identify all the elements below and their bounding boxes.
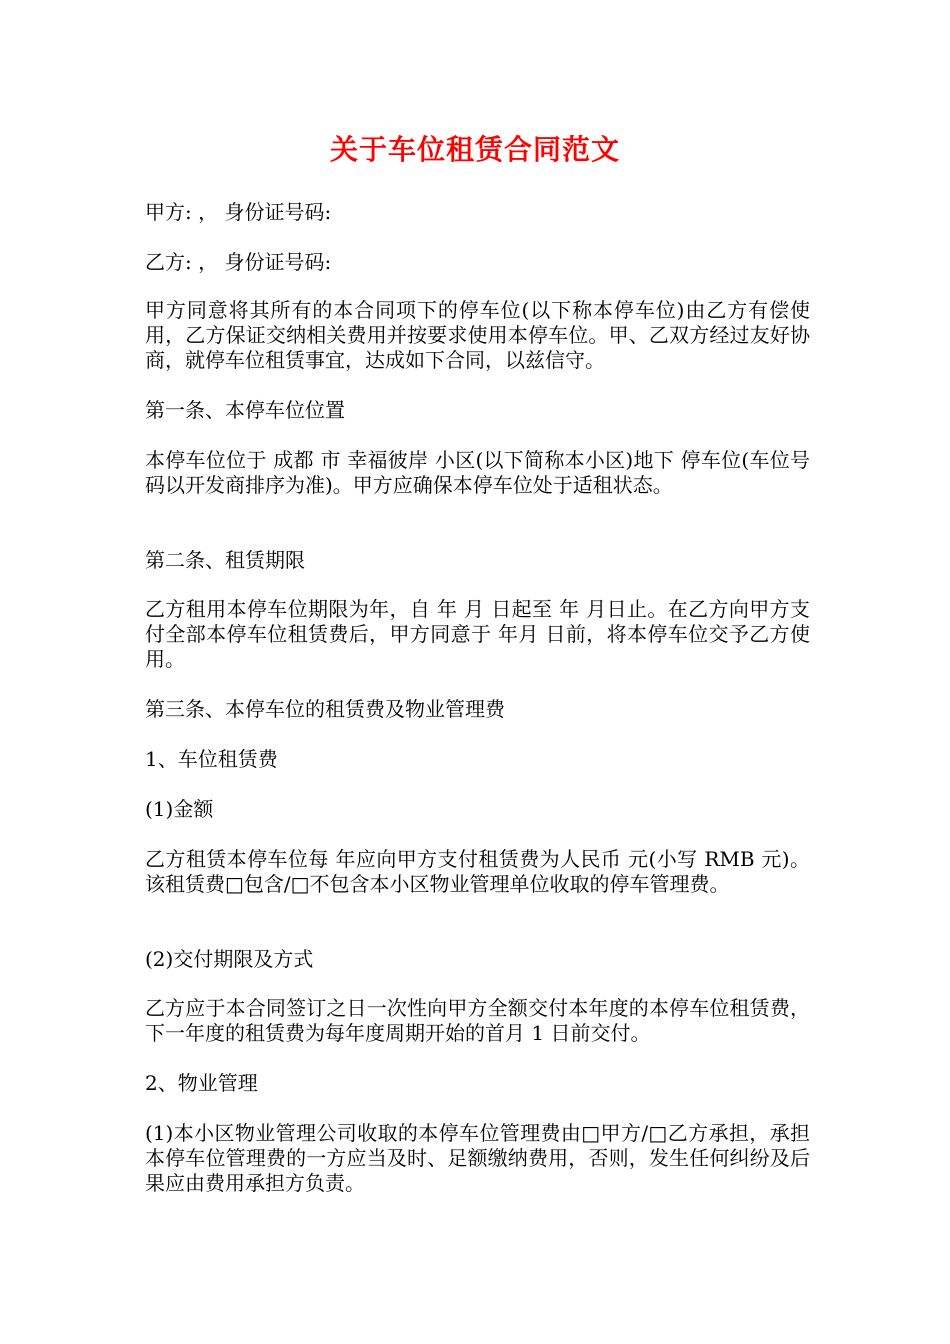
party-b-line: 乙方: ， 身份证号码:	[145, 250, 332, 274]
subsection-payment-heading: (2)交付期限及方式	[145, 947, 314, 971]
article-1-heading: 第一条、本停车位位置	[145, 398, 345, 422]
article-3-heading: 第三条、本停车位的租赁费及物业管理费	[145, 697, 505, 721]
preamble-paragraph: 甲方同意将其所有的本合同项下的停车位(以下称本停车位)由乙方有偿使用，乙方保证交纳相关费用并按要求使用本停车位。甲、乙双方经过友好协商，就停车位租赁事宜，达成如下合同，以兹信守。	[145, 298, 810, 372]
article-2-heading: 第二条、租赁期限	[145, 548, 305, 572]
payment-paragraph: 乙方应于本合同签订之日一次性向甲方全额交付本年度的本停车位租赁费，下一年度的租赁费为每年度周期开始的首月 1 日前交付。	[145, 996, 810, 1045]
amount-paragraph: 乙方租赁本停车位每 年应向甲方支付租赁费为人民币 元(小写 RMB 元)。该租赁费□包含/□不包含本小区物业管理单位收取的停车管理费。	[145, 847, 810, 896]
document-title: 关于车位租赁合同范文	[329, 133, 620, 166]
property-management-paragraph: (1)本小区物业管理公司收取的本停车位管理费由□甲方/□乙方承担，承担本停车位管理费的一方应当及时、足额缴纳费用，否则，发生任何纠纷及后果应由费用承担方负责。	[145, 1121, 810, 1195]
party-a-line: 甲方: ， 身份证号码:	[145, 200, 332, 224]
article-1-paragraph: 本停车位位于 成都 市 幸福彼岸 小区(以下简称本小区)地下 停车位(车位号码以开发商排序为准)。甲方应确保本停车位处于适租状态。	[145, 448, 810, 497]
article-2-paragraph: 乙方租用本停车位期限为年，自 年 月 日起至 年 月日止。在乙方向甲方支付全部本停车位租赁费后，甲方同意于 年月 日前，将本停车位交予乙方使用。	[145, 597, 810, 671]
subsection-amount-heading: (1)金额	[145, 797, 214, 821]
section-1-heading: 1、车位租赁费	[145, 747, 278, 771]
section-2-heading: 2、物业管理	[145, 1071, 258, 1095]
